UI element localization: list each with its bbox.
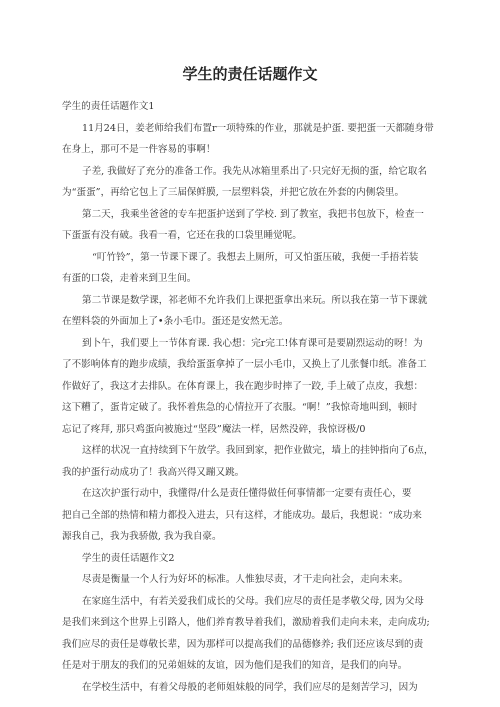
text-line: 我的护蛋行动成功了！我高兴得又蹦又跳。: [62, 466, 245, 478]
text-line: 下蛋蛋有没有破。我看一看，它还在我的口袋里睡觉呢。: [62, 230, 302, 241]
text-line: 学生的责任话题作文2: [82, 552, 175, 564]
text-line: “叮竹铃”，第一节课下课了。我想去上厕所，可又怕蛋压破，我便一手捂若装: [92, 251, 419, 263]
text-line: 在塑料袋的外面加上了•条小毛巾。蛋还是安然无恙。: [62, 316, 289, 327]
text-line: 把自己全部的热情和精力都投入进去，只有这样，才能成功。最后，我想说：“成功来: [62, 509, 422, 521]
text-line: 在这次护蛋行动中，我懂得/什么是责任懂得做任何事情都一定要有责任心，要: [82, 488, 412, 499]
text-line: 作做好了，我这才去排队。在体育课上，我在跑步时摔了一跤, 手上破了点皮，我想：: [62, 380, 424, 392]
text-line: 第二天，我乘坐爸爸的专车把蛋护送到了学校. 到了教室，我把书包放下，检查一: [82, 208, 424, 220]
text-line: 我们应尽的责任是尊敬长辈，因为那样可以提高我们的品德修养; 我们还应该尽到的责: [62, 638, 424, 650]
text-line: 了不影响体育的跑步成绩，我给蛋蛋拿掉了一层小毛巾，又换上了儿张餐巾纸。准备工: [62, 359, 427, 370]
document-title: 学生的责任话题作文: [182, 65, 318, 83]
text-line: 在学校生活中，有着父母般的老师姐妹般的同学，我们应尽的是刻苦学习，因为: [82, 681, 418, 693]
text-line: 是我们来到这个世界上引路人，他们养育教导着我们，激励着我们走向未来，走向成功;: [62, 617, 430, 628]
text-line: 尽责是衡量一个人行为好坏的标准。人惟独尽责，才干走向社会，走向未来。: [82, 574, 409, 585]
text-line: 这样的状况一直持续到下午放学。我回到家，把作业做完，墙上的挂钟指向了6点，: [82, 445, 434, 456]
text-line: 为“蛋蛋”，再给它包上了三届保鲜膜, 一层塑料袋，并把它放在外套的内侧袋里。: [62, 187, 405, 198]
text-line: 任是对于朋友的我们的兄弟姐妹的友谊，因为他们是我们的知音，是我们的向导。: [62, 660, 408, 671]
text-line: 源我自己，我为我骄傲, 我为我自豪。: [62, 531, 222, 542]
text-line: 这下糟了，蛋肯定破了。我怀着焦急的心情拉开了衣服。“啊！”我惊奇地叫到，顿时: [62, 402, 418, 413]
text-line: 忘记了疼拜, 那只鸡蛋向被施过“坚段”魔法一样，居然没碎，我惊讶极/0: [62, 423, 366, 435]
text-line: 在身上，那可不是一件容易的事啊！: [62, 144, 216, 155]
text-line: 在家庭生活中，有若关爱我们成长的父母。我们应尽的责任是孝敬父母, 因为父母: [82, 595, 424, 607]
text-line: 到卜午，我们要上一节体育课. 我心想：完r完工!体育课可是要剧烈运动的呀！为: [82, 337, 423, 349]
text-line: 学生的责任话题作文1: [62, 101, 155, 112]
text-line: 11月24日，姜老师给我们布置r一项特殊的作业，那就是护蛋. 要把蛋一天都随身带: [82, 122, 434, 134]
text-line: 第二节课是数学课，祁老师不允许我们上课把蛋拿出来玩。所以我在第一节下课就: [82, 294, 428, 306]
document-body: [62, 96, 438, 698]
text-line: 有蛋的口袋，走着来到卫生间。: [62, 273, 197, 284]
text-line: 子差, 我做好了充分的准备工作。我先从冰箱里系出了·只完好无损的蛋，给它取名: [82, 165, 427, 177]
